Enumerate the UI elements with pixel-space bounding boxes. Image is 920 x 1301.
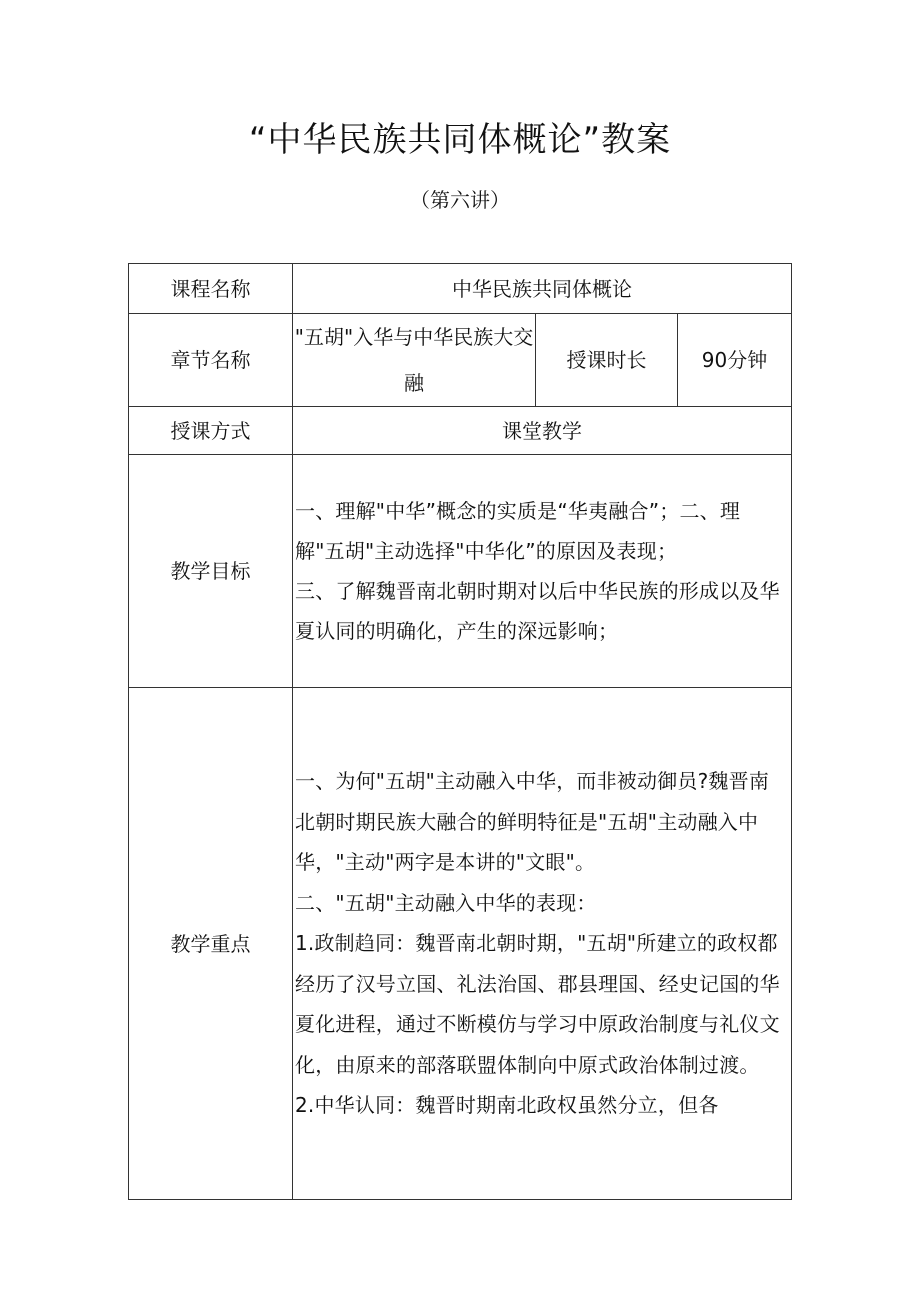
- chapter-row: [129, 314, 792, 407]
- focus-row: [129, 688, 792, 1200]
- course-value: 中华民族共同体概论: [293, 264, 792, 314]
- focus-content: [293, 688, 792, 1200]
- goals-label: 教学目标: [129, 455, 293, 688]
- duration-value: 90分钟: [678, 314, 792, 407]
- course-label: 课程名称: [129, 264, 293, 314]
- method-label: 授课方式: [129, 407, 293, 455]
- duration-label: 授课时长: [536, 314, 678, 407]
- chapter-label: 章节名称: [129, 314, 293, 407]
- goals-row: [129, 455, 792, 688]
- focus-paragraph: 一、为何"五胡"主动融入中华，而非被动御员?魏晋南北朝时期民族大融合的鲜明特征是"五胡"主动融入中华，"主动"两字是本讲的"文眼"。: [295, 769, 770, 875]
- focus-paragraph: 1.政制趋同：魏晋南北朝时期，"五胡"所建立的政权都经历了汉号立国、礼法治国、郡县理国、经史记国的华夏化进程，通过不断模仿与学习中原政治制度与礼仪文化，由原来的部落联盟体制向中原式政治体制过渡。: [295, 931, 780, 1077]
- method-value: 课堂教学: [293, 407, 792, 455]
- focus-paragraph: 二、"五胡"主动融入中华的表现：: [295, 890, 597, 915]
- goals-content: [293, 455, 792, 688]
- lesson-plan-table: [128, 263, 792, 1200]
- goal-paragraph: 一、理解"中华”概念的实质是“华夷融合”；二、理解"五胡"主动选择"中华化”的原因及表现；: [295, 499, 741, 563]
- course-row: [129, 264, 792, 314]
- focus-label: 教学重点: [129, 688, 293, 1200]
- goal-paragraph: 三、了解魏晋南北朝时期对以后中华民族的形成以及华夏认同的明确化，产生的深远影响；: [295, 579, 780, 643]
- method-row: [129, 407, 792, 455]
- document-subtitle: （第六讲）: [410, 188, 510, 212]
- focus-paragraph: 2.中华认同：魏晋时期南北政权虽然分立，但各: [295, 1093, 719, 1118]
- chapter-value: "五胡"入华与中华民族大交融: [293, 314, 536, 407]
- document-title: “中华民族共同体概论”教案: [248, 120, 672, 160]
